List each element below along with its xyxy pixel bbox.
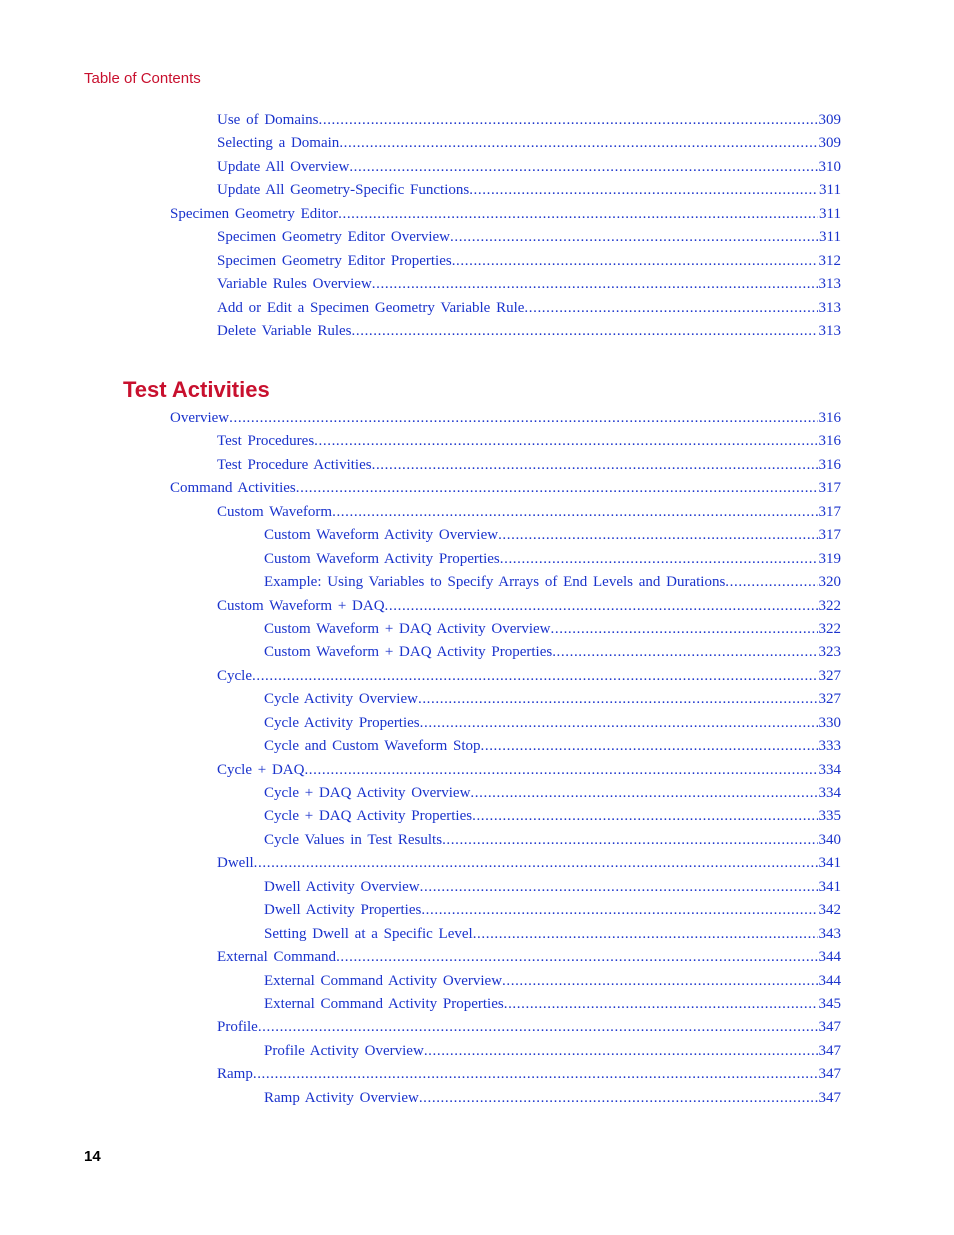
toc-entry[interactable]	[217, 668, 841, 688]
toc-entry-title: Custom Waveform + DAQ	[217, 597, 385, 614]
toc-entry[interactable]	[264, 785, 841, 805]
toc-entry[interactable]	[170, 410, 841, 430]
dot-leader	[420, 879, 818, 896]
toc-entry-title: Cycle	[217, 667, 252, 684]
dot-leader	[319, 112, 818, 129]
dot-leader	[424, 1043, 818, 1060]
toc-entry[interactable]	[264, 996, 841, 1016]
toc-entry-title: Ramp	[217, 1066, 253, 1083]
toc-entry-page: 317	[818, 480, 841, 497]
toc-entry[interactable]	[170, 206, 841, 226]
dot-leader	[229, 410, 817, 427]
toc-entry-title: Profile	[217, 1019, 258, 1036]
dot-leader	[296, 480, 818, 497]
toc-entry-title: Profile Activity Overview	[264, 1042, 424, 1059]
dot-leader	[314, 433, 817, 450]
toc-entry-page: 322	[818, 597, 841, 614]
dot-leader	[504, 996, 818, 1013]
toc-entry[interactable]	[217, 1066, 841, 1086]
toc-entry-title: Variable Rules Overview	[217, 276, 372, 293]
dot-leader	[524, 300, 817, 317]
toc-entry-page: 316	[818, 410, 841, 426]
toc-entry[interactable]	[217, 433, 841, 453]
toc-entry[interactable]	[217, 300, 841, 320]
dot-leader	[725, 574, 817, 591]
toc-entry-page: 330	[818, 714, 841, 731]
toc-entry-title: Cycle Values in Test Results	[264, 831, 443, 848]
toc-entry-page: 316	[818, 433, 841, 450]
toc-entry-title: External Command Activity Properties	[264, 996, 504, 1012]
toc-entry-page: 327	[818, 691, 841, 708]
toc-entry-title: Command Activities	[170, 480, 296, 497]
dot-leader	[421, 902, 817, 919]
toc-entry-title: Cycle and Custom Waveform Stop	[264, 738, 481, 755]
toc-entry[interactable]	[217, 135, 841, 155]
dot-leader	[349, 159, 817, 176]
dot-leader	[502, 973, 817, 990]
toc-entry[interactable]	[217, 855, 841, 875]
dot-leader	[472, 808, 817, 825]
toc-entry-title: Selecting a Domain	[217, 135, 340, 152]
dot-leader	[258, 1019, 818, 1036]
toc-entry[interactable]	[217, 1019, 841, 1039]
dot-leader	[469, 182, 818, 199]
toc-entry-title: Dwell	[217, 855, 254, 872]
dot-leader	[253, 1066, 818, 1083]
toc-entry[interactable]	[217, 112, 841, 132]
toc-entry-page: 343	[818, 925, 841, 942]
toc-entry-title: Custom Waveform Activity Overview	[264, 527, 499, 544]
toc-entry[interactable]	[264, 879, 841, 899]
toc-entry[interactable]	[264, 715, 841, 735]
toc-entry-title: Example: Using Variables to Specify Arrays of End Levels and Durations	[264, 574, 726, 591]
toc-entry-page: 347	[818, 1066, 841, 1083]
toc-entry[interactable]	[264, 808, 841, 828]
toc-entry-page: 322	[818, 620, 841, 637]
toc-entry-page: 342	[818, 902, 841, 919]
toc-entry-title: Overview	[170, 410, 230, 426]
toc-entry[interactable]	[264, 1090, 841, 1110]
dot-leader	[252, 668, 818, 685]
toc-entry-title: Custom Waveform Activity Properties	[264, 550, 500, 567]
toc-entry-title: Dwell Activity Properties	[264, 902, 422, 919]
toc-entry-page: 334	[818, 761, 841, 778]
toc-entry[interactable]	[217, 457, 841, 477]
toc-entry-page: 311	[819, 205, 841, 222]
toc-entry[interactable]	[217, 253, 841, 273]
toc-entry-page: 317	[818, 503, 841, 520]
toc-entry[interactable]	[264, 738, 841, 758]
toc-entry[interactable]	[264, 973, 841, 993]
dot-leader	[338, 206, 818, 223]
toc-entry-title: Specimen Geometry Editor Properties	[217, 252, 452, 269]
dot-leader	[551, 621, 818, 638]
toc-entry-page: 323	[818, 644, 841, 661]
dot-leader	[418, 691, 818, 708]
toc-entry[interactable]	[170, 480, 841, 500]
dot-leader	[498, 527, 817, 544]
dot-leader	[332, 504, 817, 521]
dot-leader	[452, 253, 818, 270]
dot-leader	[442, 832, 817, 849]
toc-entry-page: 310	[818, 158, 841, 175]
toc-entry-title: Custom Waveform	[217, 503, 333, 520]
toc-entry-page: 347	[818, 1042, 841, 1059]
toc-entry[interactable]	[264, 1043, 841, 1063]
toc-entry[interactable]	[264, 691, 841, 711]
toc-entry-title: Custom Waveform + DAQ Activity Overview	[264, 620, 551, 637]
dot-leader	[336, 949, 817, 966]
toc-entry[interactable]	[264, 832, 841, 852]
dot-leader	[385, 598, 818, 615]
toc-entry-title: Ramp Activity Overview	[264, 1089, 419, 1106]
toc-entry[interactable]	[264, 621, 841, 641]
toc-entry-page: 341	[818, 878, 841, 895]
dot-leader	[304, 762, 817, 779]
toc-entry[interactable]	[217, 182, 841, 202]
toc-entry-page: 344	[818, 972, 841, 989]
toc-entry-page: 313	[818, 322, 841, 339]
toc-entry-page: 347	[818, 1019, 841, 1036]
toc-entry-page: 312	[818, 252, 841, 269]
toc-entry-title: Update All Overview	[217, 158, 350, 175]
toc-entry-page: 341	[818, 855, 841, 872]
toc-entry-page: 309	[818, 112, 841, 128]
dot-leader	[419, 1090, 818, 1107]
toc-entry[interactable]	[217, 762, 841, 782]
toc-entry-title: Custom Waveform + DAQ Activity Properties	[264, 644, 553, 661]
toc-entry-page: 333	[818, 738, 841, 755]
toc-entry-page: 317	[818, 527, 841, 544]
toc-entry-page: 313	[818, 276, 841, 293]
toc-entry[interactable]	[264, 644, 841, 664]
toc-entry[interactable]	[264, 926, 841, 946]
toc-entry-title: External Command	[217, 949, 337, 966]
dot-leader	[420, 715, 818, 732]
toc-entry[interactable]	[264, 527, 841, 547]
dot-leader	[500, 551, 818, 568]
toc-entry-title: Setting Dwell at a Specific Level	[264, 925, 473, 942]
dot-leader	[352, 323, 818, 340]
toc-entry-title: Use of Domains	[217, 112, 319, 128]
dot-leader	[552, 644, 817, 661]
toc-entry-title: Add or Edit a Specimen Geometry Variable Rule	[217, 299, 525, 316]
dot-leader	[481, 738, 818, 755]
toc-entry-page: 327	[818, 667, 841, 684]
toc-entry-page: 311	[819, 182, 841, 199]
toc-entry[interactable]	[217, 229, 841, 249]
toc-entry-page: 313	[818, 299, 841, 316]
toc-entry-title: Dwell Activity Overview	[264, 878, 420, 895]
section-title: Test Activities	[123, 377, 270, 402]
toc-entry-title: Cycle + DAQ Activity Overview	[264, 785, 471, 802]
dot-leader	[372, 457, 818, 474]
toc-entry-page: 347	[818, 1089, 841, 1106]
toc-entry-title: Test Procedure Activities	[217, 456, 372, 473]
toc-entry-title: Specimen Geometry Editor	[170, 205, 339, 222]
toc-entry-page: 345	[818, 996, 841, 1012]
toc-entry[interactable]	[264, 902, 841, 922]
toc-entry[interactable]	[264, 574, 841, 594]
dot-leader	[339, 135, 817, 152]
toc-entry-title: External Command Activity Overview	[264, 972, 503, 989]
toc-entry-page: 340	[818, 831, 841, 848]
toc-entry[interactable]	[217, 504, 841, 524]
dot-leader	[372, 276, 818, 293]
toc-entry-title: Delete Variable Rules	[217, 322, 352, 339]
toc-entry[interactable]	[217, 276, 841, 296]
toc-entry-title: Cycle Activity Overview	[264, 691, 418, 708]
dot-leader	[450, 229, 818, 246]
toc-entry-title: Cycle + DAQ	[217, 761, 305, 778]
toc-entry-page: 319	[818, 550, 841, 567]
toc-entry-title: Specimen Geometry Editor Overview	[217, 229, 451, 246]
toc-entry-title: Cycle + DAQ Activity Properties	[264, 808, 473, 825]
toc-entry[interactable]	[264, 551, 841, 571]
toc-entry-title: Test Procedures	[217, 433, 315, 450]
dot-leader	[470, 785, 817, 802]
toc-entry-title: Update All Geometry-Specific Functions	[217, 182, 470, 199]
toc-entry[interactable]	[217, 949, 841, 969]
running-header: Table of Contents	[84, 70, 201, 87]
toc-entry-page: 334	[818, 785, 841, 802]
toc-entry[interactable]	[217, 598, 841, 618]
toc-entry-page: 335	[818, 808, 841, 825]
toc-entry[interactable]	[217, 323, 841, 343]
toc-entry-page: 311	[819, 229, 841, 246]
toc-entry-page: 344	[818, 949, 841, 966]
toc-entry-page: 309	[818, 135, 841, 152]
toc-entry-page: 320	[818, 574, 841, 591]
toc-entry-page: 316	[818, 456, 841, 473]
page-number: 14	[84, 1148, 101, 1165]
dot-leader	[473, 926, 818, 943]
toc-entry[interactable]	[217, 159, 841, 179]
dot-leader	[254, 855, 818, 872]
toc-entry-title: Cycle Activity Properties	[264, 714, 420, 731]
